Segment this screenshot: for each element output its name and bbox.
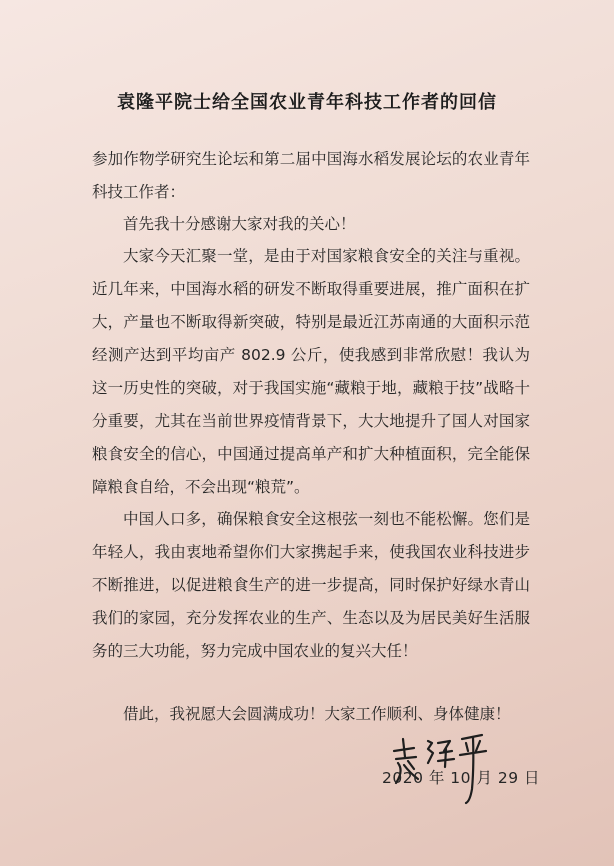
paragraph-wishes: 借此，我祝愿大会圆满成功！大家工作顺利、身体健康！ <box>123 705 511 723</box>
letter-date: 2020 年 10 月 29 日 <box>382 769 541 787</box>
paragraph-thanks: 首先我十分感谢大家对我的关心！ <box>123 215 356 233</box>
paragraph-encouragement: 中国人口多，确保粮食安全这根弦一刻也不能松懈。您们是年轻人，我由衷地希望你们大家携起手来，使我国农业科技进步不断推进，以促进粮食生产的进一步提高，同时保护好绿水青山我们的家园，充分发挥农业的生产、生态以及为居民美好生活服务的三大功能，努力完成中国农业的复兴大任！ <box>92 510 530 660</box>
letter-title: 袁隆平院士给全国农业青年科技工作者的回信 <box>117 92 497 113</box>
greeting: 参加作物学研究生论坛和第二届中国海水稻发展论坛的农业青年科技工作者： <box>92 150 530 201</box>
paragraph-progress: 大家今天汇聚一堂，是由于对国家粮食安全的关注与重视。近几年来，中国海水稻的研发不断取得重要进展，推广面积在扩大，产量也不断取得新突破，特别是最近江苏南通的大面积示范经测产达到平均亩产 802.9 公斤，使我感到非常欣慰！我认为这一历史性的突破，对于我国实施“藏粮于地，藏粮于技”战略十分重要，尤其在当前世界疫情背景下，大大地提升了国人对国家粮食安全的信心，中国通过提高单产和扩大种植面积，完全能保障粮食自给，不会出现“粮荒”。 <box>92 247 530 496</box>
